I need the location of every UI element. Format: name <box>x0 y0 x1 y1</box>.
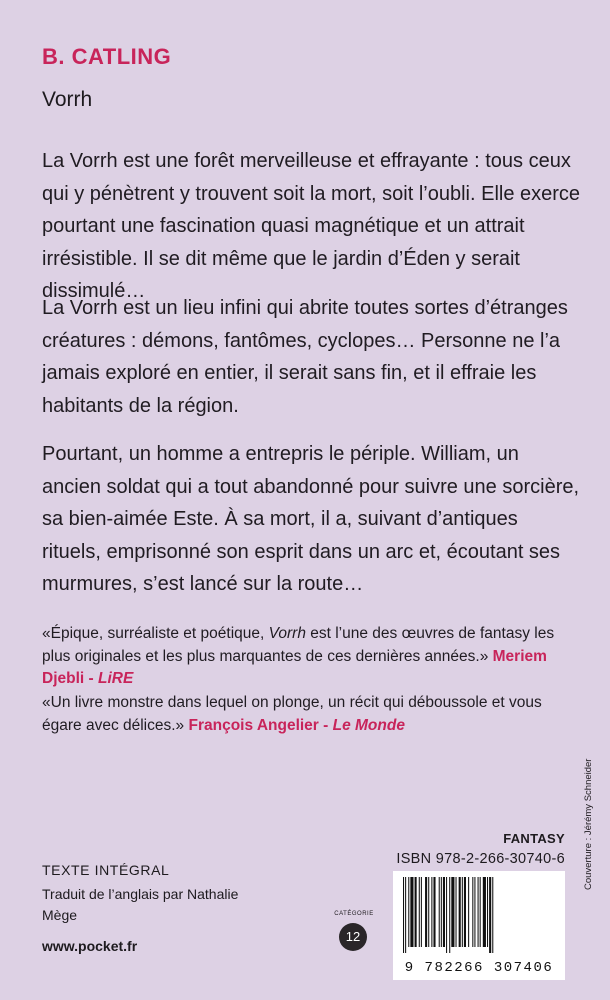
critic-name: François Angelier - <box>188 716 333 734</box>
press-quote <box>42 692 582 737</box>
barcode-bar <box>443 877 445 947</box>
barcode-bar <box>425 877 427 947</box>
cover-credit: Couverture : Jérémy Schneider <box>583 758 594 890</box>
barcode-bar <box>449 877 450 953</box>
barcode-bar <box>487 877 488 947</box>
barcode-bar <box>451 877 454 947</box>
barcode <box>393 871 565 980</box>
publication-name: Le Monde <box>332 716 405 734</box>
author-name: B. CATLING <box>42 44 172 69</box>
full-text-label: TEXTE INTÉGRAL <box>42 862 170 878</box>
isbn-text: ISBN 978-2-266-30740-6 <box>396 851 565 867</box>
category-label: CATÉGORIE <box>334 911 374 917</box>
barcode-bar <box>483 877 486 947</box>
barcode-bar <box>408 877 409 947</box>
barcode-bar <box>446 877 447 953</box>
barcode-bar <box>468 877 469 947</box>
barcode-bar <box>415 877 417 947</box>
blurb-paragraph: Pourtant, un homme a entrepris le périple. William, un ancien soldat qui a tout abandonné pour suivre une sorcière, sa bien-aimée Este. À sa mort, il a, suivant d’antiques rituels, emprisonné son esprit dans un arc et, écoutant ses murmures, s’est lancé sur la route… <box>42 443 580 595</box>
barcode-bar <box>410 877 413 947</box>
press-quote <box>42 623 582 691</box>
barcode-bar <box>480 877 481 947</box>
blurb-paragraph: La Vorrh est une forêt merveilleuse et effrayante : tous ceux qui y pénètrent y trouvent soit la mort, soit l’oubli. Elle exerce pourtant une fascination quasi magnétique et un attrait irrésistible. Il se dit même que le jardin d’Éden y serait dissimulé… <box>42 150 581 302</box>
barcode-bar <box>472 877 473 947</box>
barcode-bars <box>401 877 557 953</box>
quote-citation <box>188 717 404 734</box>
quote-text-end: est l’une des œuvres de fantasy les plus originales et les plus marquantes de ces dernières années.» <box>42 625 555 665</box>
genre-label: FANTASY <box>503 831 565 846</box>
barcode-bar <box>459 877 461 947</box>
barcode-bar <box>428 877 429 947</box>
translation-credit: Traduit de l’anglais par Nathalie Mège <box>42 886 239 923</box>
barcode-bar <box>439 877 440 947</box>
barcode-bar <box>421 877 422 947</box>
barcode-bar <box>441 877 442 947</box>
barcode-bar <box>456 877 457 947</box>
blurb-paragraph: La Vorrh est un lieu infini qui abrite toutes sortes d’étranges créatures : démons, fantômes, cyclopes… Personne ne l’a jamais exploré en entier, il serait sans fin, et il effraie les habitants de la région. <box>42 297 568 417</box>
barcode-bar <box>462 877 463 947</box>
quote-text: «Un livre monstre dans lequel on plonge, un récit qui déboussole et vous égare avec délices.» <box>42 694 542 734</box>
barcode-bar <box>464 877 466 947</box>
barcode-bar <box>405 877 406 953</box>
barcode-bar <box>431 877 432 947</box>
category-badge: 12 <box>339 923 367 951</box>
barcode-bar <box>433 877 435 947</box>
barcode-digits: 9 782266 307406 <box>404 960 554 976</box>
publisher-website[interactable]: www.pocket.fr <box>42 938 138 954</box>
barcode-bar <box>492 877 493 953</box>
barcode-bar <box>489 877 491 953</box>
barcode-bar <box>474 877 475 947</box>
publication-name: LiRE <box>97 670 134 687</box>
barcode-bar <box>478 877 479 947</box>
book-title: Vorrh <box>42 88 93 111</box>
quote-text: «Épique, surréaliste et poétique, <box>42 625 269 642</box>
quote-italic: Vorrh <box>268 625 306 642</box>
barcode-bar <box>403 877 404 953</box>
critic-name: Meriem Djebli - <box>42 647 547 687</box>
barcode-bar <box>419 877 420 947</box>
